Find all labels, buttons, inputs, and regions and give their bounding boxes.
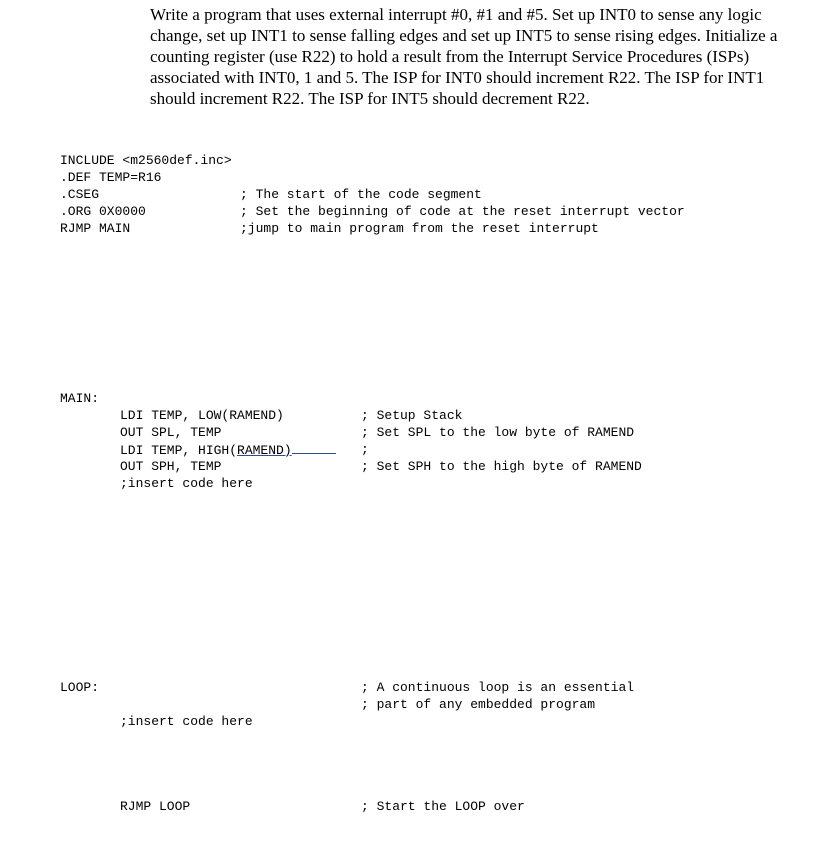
- def-directive: .DEF TEMP=R16: [60, 170, 162, 185]
- main-line-out-sph: OUT SPH, TEMP: [120, 459, 222, 474]
- org-directive: .ORG 0X0000: [60, 204, 146, 219]
- cseg-directive: .CSEG: [60, 187, 100, 202]
- main-line-ldi-low: LDI TEMP, LOW(RAMEND): [120, 408, 284, 423]
- main-line-ldi-high: [120, 441, 336, 459]
- main-insert-placeholder: ;insert code here: [120, 476, 253, 491]
- rjmp-main-instruction: RJMP MAIN: [60, 221, 131, 236]
- loop-label: LOOP:: [60, 680, 100, 695]
- loop-insert-placeholder: ;insert code here: [120, 714, 253, 729]
- main-line-out-spl-comment: ; Set SPL to the low byte of RAMEND: [361, 425, 635, 440]
- problem-statement: Write a program that uses external interrupt #0, #1 and #5. Set up INT0 to sense any logic change, set up INT1 to sense falling edges and set up INT5 to sense rising edges. Initialize a counting register (use R22) to hold a result from the Interrupt Service Procedures (ISPs) associated with INT0, 1 and 5. The ISP for INT0 should increment R22. The ISP for INT1 should increment R22. The ISP for INT5 should decrement R22.: [150, 5, 778, 108]
- loop-comment-1: ; A continuous loop is an essential: [361, 680, 635, 695]
- rjmp-loop-instruction: RJMP LOOP: [120, 799, 191, 814]
- main-line-out-sph-comment: ; Set SPH to the high byte of RAMEND: [361, 459, 642, 474]
- loop-comment-2: ; part of any embedded program: [361, 697, 596, 712]
- underline-rule: [292, 441, 336, 454]
- cseg-comment: ; The start of the code segment: [240, 187, 482, 202]
- rjmp-main-comment: ;jump to main program from the reset interrupt: [240, 221, 599, 236]
- main-line-ldi-high-prefix: LDI TEMP, HIGH(: [120, 443, 238, 458]
- main-line-ldi-low-comment: ; Setup Stack: [361, 408, 463, 423]
- main-label: MAIN:: [60, 391, 100, 406]
- rjmp-loop-comment: ; Start the LOOP over: [361, 799, 525, 814]
- org-comment: ; Set the beginning of code at the reset interrupt vector: [240, 204, 685, 219]
- include-directive: INCLUDE <m2560def.inc>: [60, 153, 232, 168]
- main-line-ldi-high-comment: ;: [361, 442, 369, 457]
- main-line-ldi-high-underlined: RAMEND): [237, 443, 292, 458]
- main-line-out-spl: OUT SPL, TEMP: [120, 425, 222, 440]
